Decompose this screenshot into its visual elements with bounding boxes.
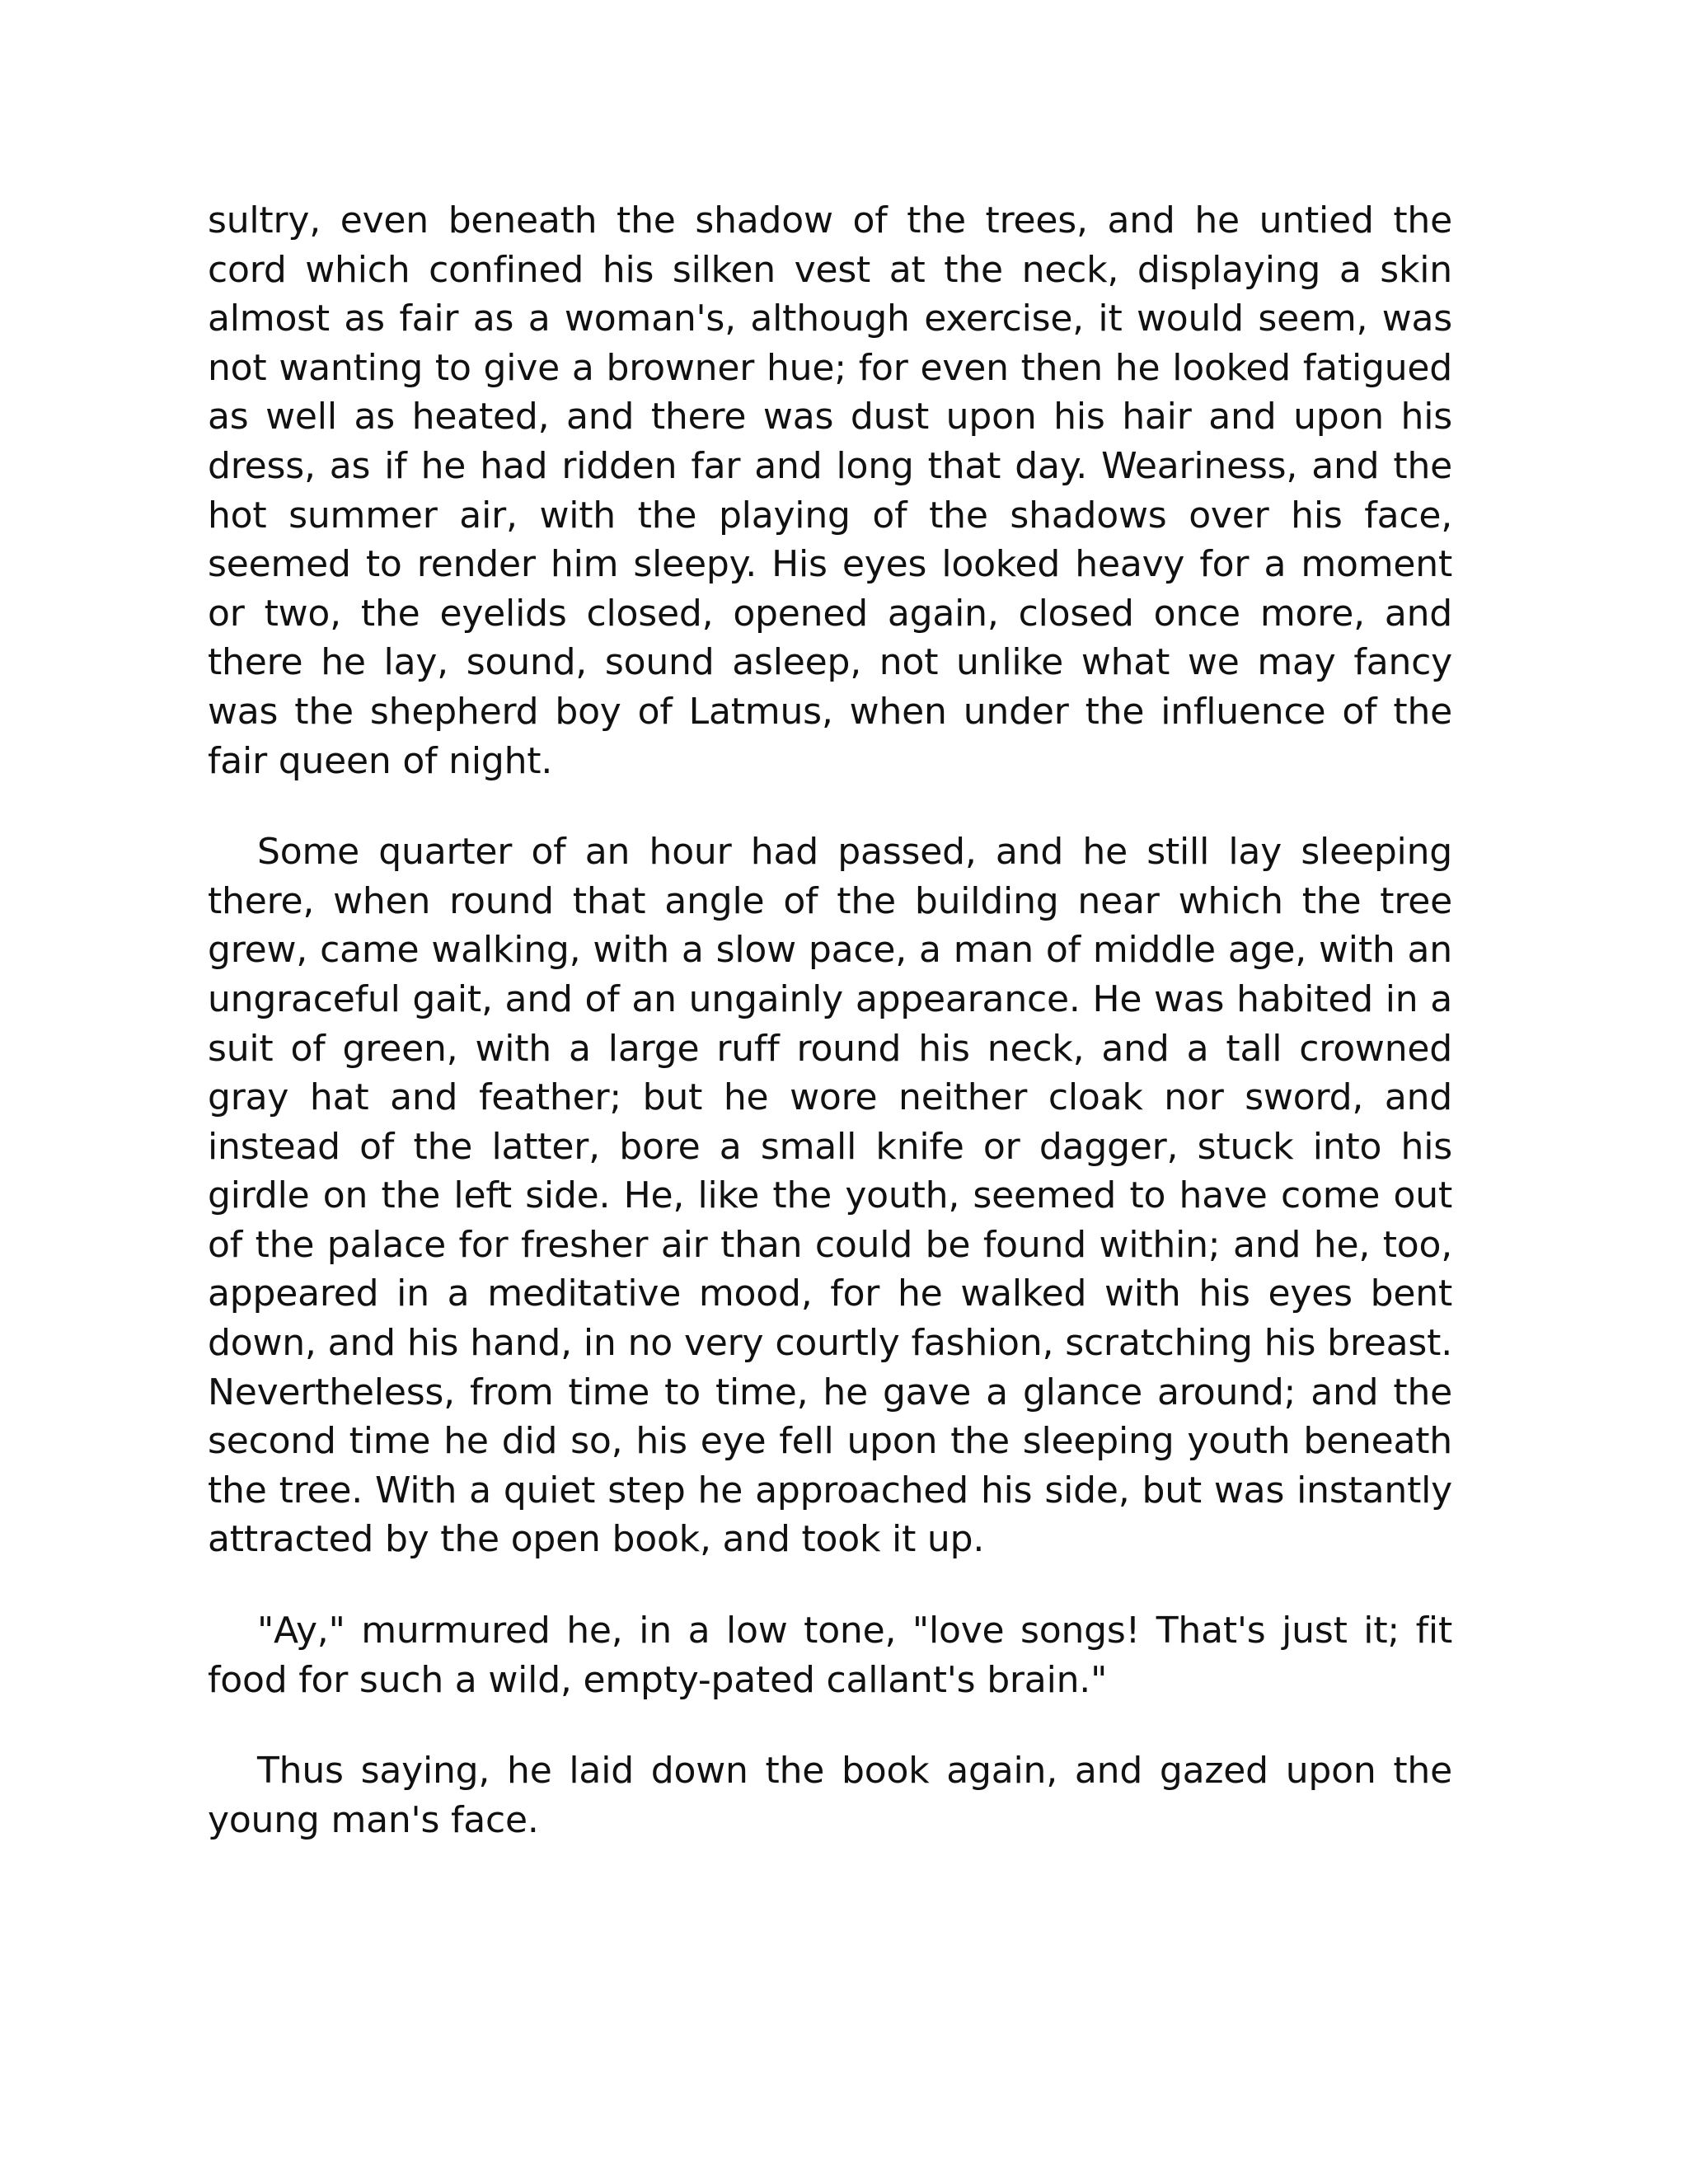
paragraph-3: "Ay," murmured he, in a low tone, "love songs! That's just it; fit food for such a wild, empty-pated callant's brain." xyxy=(208,1610,1452,1701)
paragraph-1: sultry, even beneath the shadow of the trees, and he untied the cord which confined his silken vest at the neck, displaying a skin almost as fair as a woman's, although exercise, it would seem, was not wanting to give a browner hue; for even then he looked fatigued as well as heated, and there was dust upon his hair and upon his dress, as if he had ridden far and long that day. Weariness, and the hot summer air, with the playing of the shadows over his face, seemed to render him sleepy. His eyes looked heavy for a moment or two, the eyelids closed, opened again, closed once more, and there he lay, sound, sound asleep, not unlike what we may fancy was the shepherd boy of Latmus, when under the influence of the fair queen of night. xyxy=(208,199,1452,782)
paragraph-4: Thus saying, he laid down the book again, and gazed upon the young man's face. xyxy=(208,1750,1452,1841)
body-text xyxy=(208,196,1452,1886)
paragraph-2: Some quarter of an hour had passed, and he still lay sleeping there, when round that angle of the building near which the tree grew, came walking, with a slow pace, a man of middle age, with an ungraceful gait, and of an ungainly appearance. He was habited in a suit of green, with a large ruff round his neck, and a tall crowned gray hat and feather; but he wore neither cloak nor sword, and instead of the latter, bore a small knife or dagger, stuck into his girdle on the left side. He, like the youth, seemed to have come out of the palace for fresher air than could be found within; and he, too, appeared in a meditative mood, for he walked with his eyes bent down, and his hand, in no very courtly fashion, scratching his breast. Nevertheless, from time to time, he gave a glance around; and the second time he did so, his eye fell upon the sleeping youth beneath the tree. With a quiet step he approached his side, but was instantly attracted by the open book, and took it up. xyxy=(208,831,1452,1561)
